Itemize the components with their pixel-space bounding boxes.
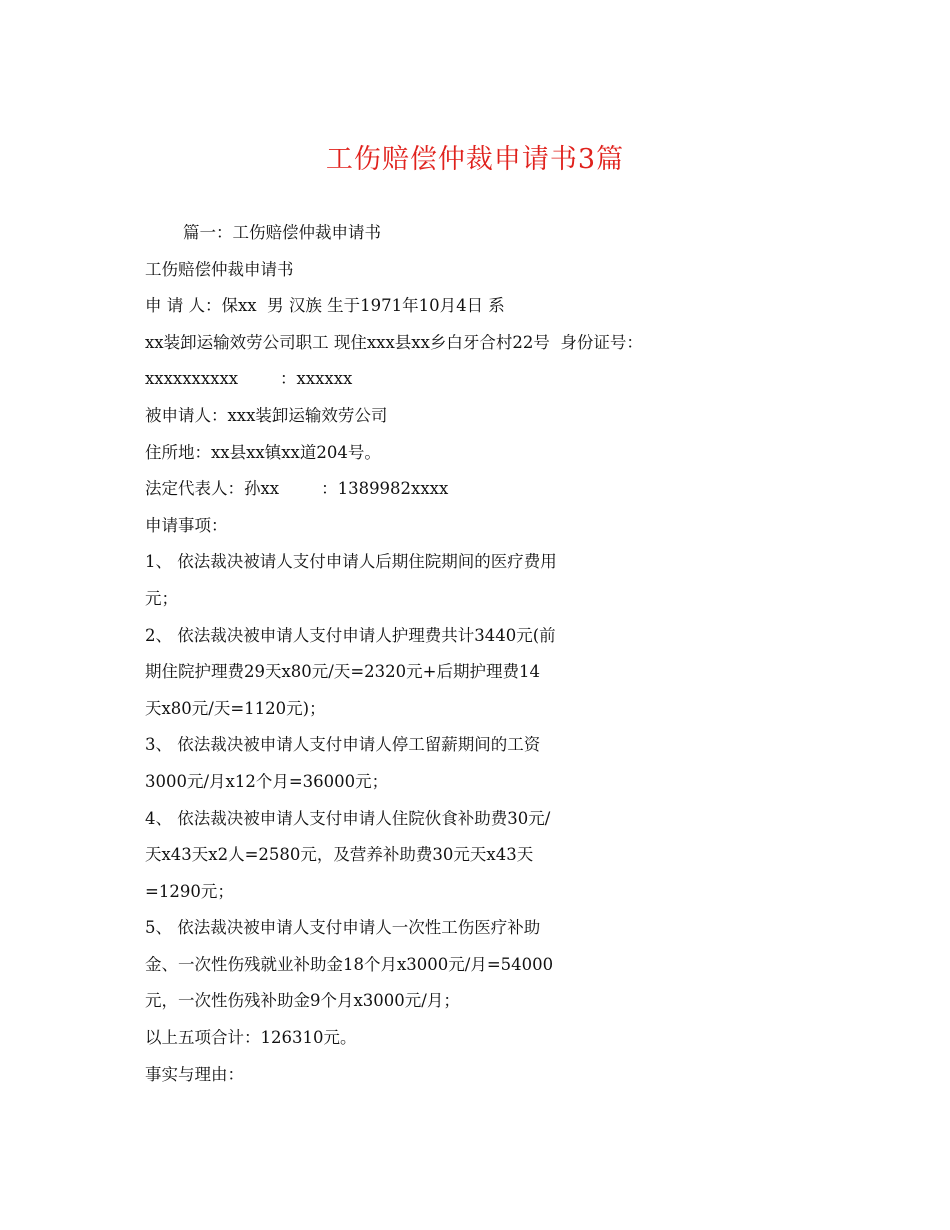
request-line: 天x80元/天=1120元)；: [145, 698, 326, 718]
request-line: 2、 依法裁决被申请人支付申请人护理费共计3440元(前: [145, 625, 556, 645]
request-line: 元；: [145, 588, 178, 608]
document-title: 工伤赔偿仲裁申请书3篇: [325, 144, 625, 175]
request-line: 3000元/月x12个月=36000元；: [145, 771, 389, 791]
request-line: 元，一次性伤残补助金9个月x3000元/月；: [145, 991, 460, 1011]
request-line: =1290元；: [145, 881, 234, 901]
request-line: 1、 依法裁决被请人支付申请人后期住院期间的医疗费用: [145, 552, 557, 572]
applicant-line: 申 请 人：保xx 男 汉族 生于1971年10月4日 系: [145, 296, 505, 316]
total-line: 以上五项合计：126310元。: [145, 1028, 357, 1048]
request-line: 期住院护理费29天x80元/天=2320元+后期护理费14: [145, 662, 540, 682]
legal-representative-line: 法定代表人：孙xx ：1389982xxxx: [145, 479, 449, 499]
applicant-address-line: xx装卸运输效劳公司职工 现住xxx县xx乡白牙合村22号 身份证号：: [145, 332, 643, 352]
request-line: 5、 依法裁决被申请人支付申请人一次性工伤医疗补助: [145, 918, 541, 938]
respondent-line: 被申请人：xxx装卸运输效劳公司: [145, 405, 388, 425]
request-line: 3、 依法裁决被申请人支付申请人停工留薪期间的工资: [145, 735, 541, 755]
requests-heading: 申请事项：: [145, 515, 228, 535]
section-heading: 篇一：工伤赔偿仲裁申请书: [183, 223, 381, 242]
facts-heading: 事实与理由：: [145, 1064, 244, 1084]
request-line: 天x43天x2人=2580元，及营养补助费30元天x43天: [145, 845, 534, 865]
applicant-id-line: xxxxxxxxxx ：xxxxxx: [145, 369, 353, 389]
subtitle-line: 工伤赔偿仲裁申请书: [145, 259, 294, 279]
respondent-address-line: 住所地：xx县xx镇xx道204号。: [145, 442, 381, 462]
document-body: [145, 219, 765, 1097]
request-line: 金、一次性伤残就业补助金18个月x3000元/月=54000: [145, 954, 554, 974]
request-line: 4、 依法裁决被申请人支付申请人住院伙食补助费30元/: [145, 808, 551, 828]
